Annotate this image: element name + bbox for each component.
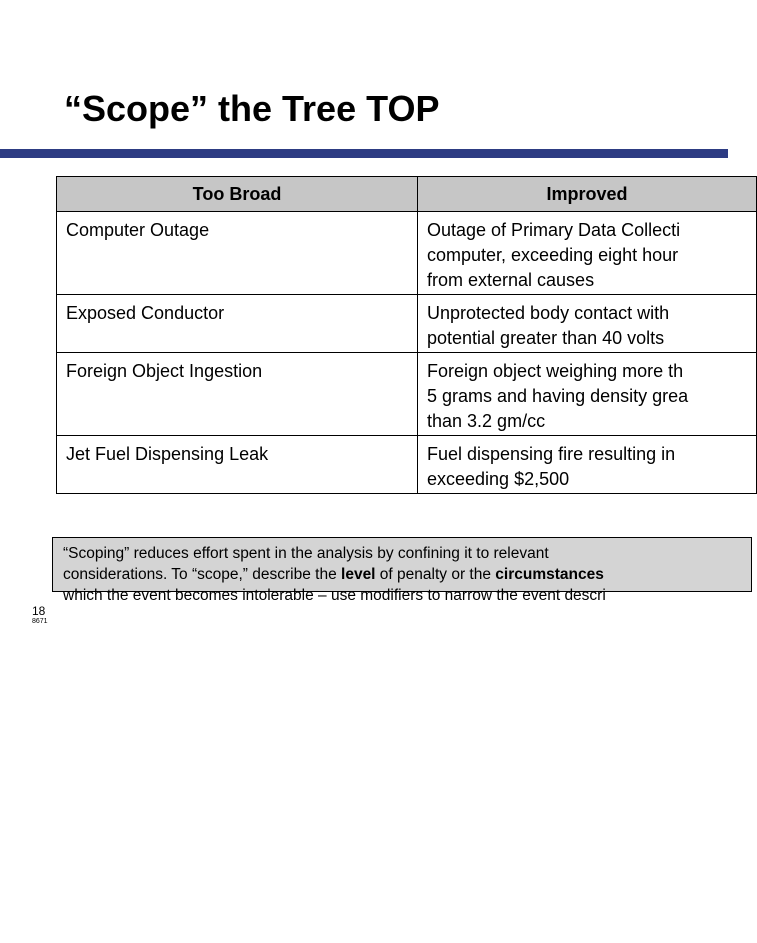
slide-code: 8671 xyxy=(32,618,48,625)
improved-cell xyxy=(418,353,757,436)
table-row xyxy=(57,212,757,295)
improved-line: than 3.2 gm/cc xyxy=(427,411,546,431)
broad-cell: Foreign Object Ingestion xyxy=(57,353,418,436)
slide-title: “Scope” the Tree TOP xyxy=(64,88,440,129)
table-row xyxy=(57,295,757,353)
table-header-row xyxy=(57,177,757,212)
note-line: which the event becomes intolerable – use modifiers to narrow the event descri xyxy=(63,587,606,604)
improved-cell xyxy=(418,212,757,295)
note-emphasis-level: level xyxy=(341,566,376,583)
slide-number: 18 xyxy=(32,604,46,618)
note-emphasis-circumstances: circumstances xyxy=(495,566,604,583)
improved-line: from external causes xyxy=(427,270,595,290)
table-row xyxy=(57,353,757,436)
improved-line: exceeding $2,500 xyxy=(427,469,570,489)
scoping-note xyxy=(52,537,752,604)
note-text: of penalty or the xyxy=(375,566,496,583)
broad-cell: Jet Fuel Dispensing Leak xyxy=(57,436,418,494)
scope-table-container xyxy=(56,176,756,494)
note-line xyxy=(63,564,751,585)
improved-cell xyxy=(418,295,757,353)
scope-table xyxy=(56,176,757,494)
broad-cell: Computer Outage xyxy=(57,212,418,295)
broad-cell: Exposed Conductor xyxy=(57,295,418,353)
table-row xyxy=(57,436,757,494)
improved-line: Foreign object weighing more th xyxy=(427,361,684,381)
note-text: considerations. To “scope,” describe the xyxy=(63,566,342,583)
note-line: “Scoping” reduces effort spent in the analysis by confining it to relevant xyxy=(63,545,549,562)
improved-line: Outage of Primary Data Collecti xyxy=(427,220,681,240)
improved-line: 5 grams and having density grea xyxy=(427,386,689,406)
header-improved: Improved xyxy=(418,177,757,212)
header-too-broad: Too Broad xyxy=(57,177,418,212)
title-divider xyxy=(0,149,728,158)
improved-line: computer, exceeding eight hour xyxy=(427,245,679,265)
improved-cell xyxy=(418,436,757,494)
improved-line: Fuel dispensing fire resulting in xyxy=(427,444,676,464)
improved-line: Unprotected body contact with xyxy=(427,303,670,323)
improved-line: potential greater than 40 volts xyxy=(427,328,665,348)
